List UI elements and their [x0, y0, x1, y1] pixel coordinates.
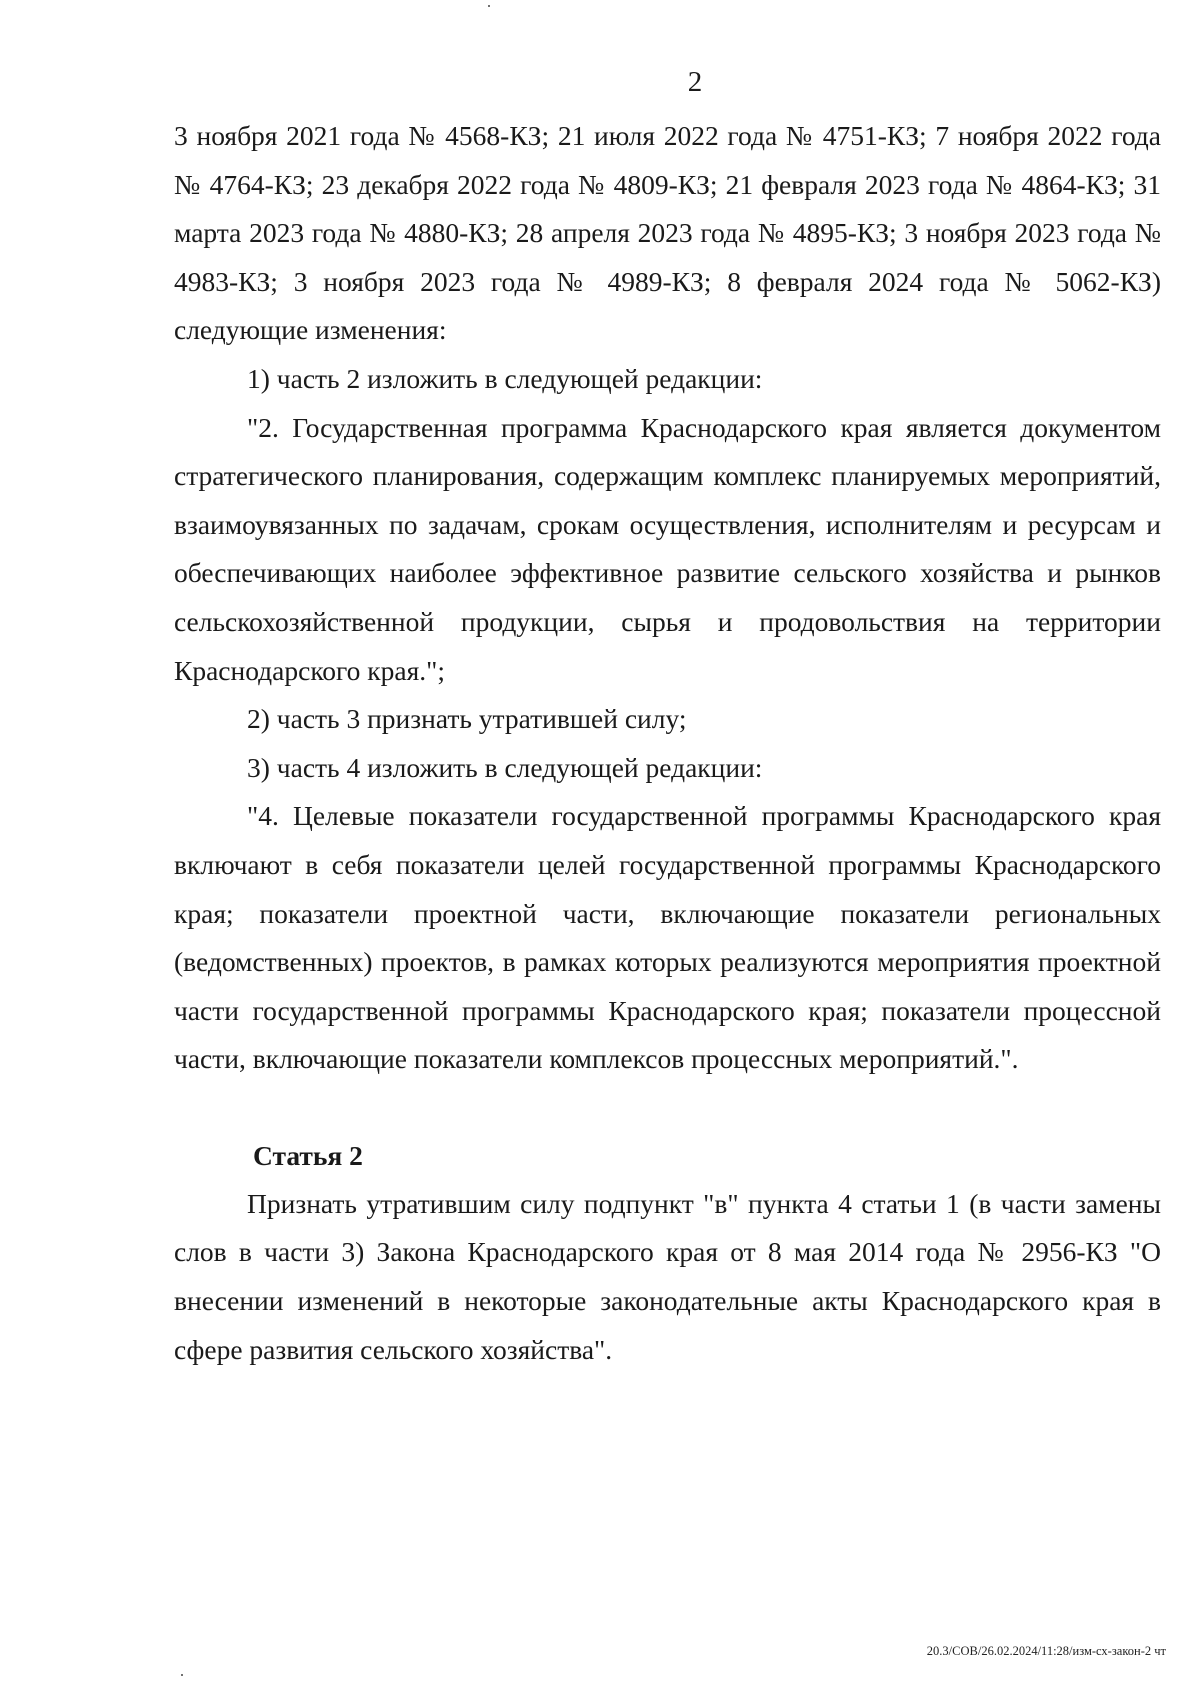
paragraph-item-3: 3) часть 4 изложить в следующей редакции: — [247, 751, 763, 783]
article-2-text: Признать утратившим силу подпункт "в" пункта 4 статьи 1 (в части замены слов в части 3) Закона Краснодарского края от 8 мая 2014 года № 2956-КЗ "О внесении изменений в некоторые законодательные акты Краснодарского края в сфере развития сельского хозяйства". — [174, 1187, 1161, 1365]
scan-speck — [488, 5, 490, 7]
document-footer-code: 20.3/СОВ/26.02.2024/11:28/изм-сх-закон-2 чт — [926, 1644, 1166, 1658]
article-2-heading: Статья 2 — [253, 1139, 363, 1171]
page-number: 2 — [687, 66, 703, 98]
paragraph-part-4-text: "4. Целевые показатели государственной программы Краснодарского края включают в себя показатели целей государственной программы Краснодарского края; показатели проектной части, включающие показатели региональных (ведомственных) проектов, в рамках которых реализуются мероприятия проектной части государственной программы Краснодарского края; показатели процессной части, включающие показатели комплексов процессных мероприятий.". — [174, 800, 1161, 1075]
paragraph-part-2-text: "2. Государственная программа Краснодарского края является документом стратегического планирования, содержащим комплекс планируемых мероприятий, взаимоувязанных по задачам, срокам осуществления, исполнителям и ресурсам и обеспечивающих наиболее эффективное развитие сельского хозяйства и рынков сельскохозяйственной продукции, сырья и продовольствия на территории Краснодарского края."; — [174, 411, 1161, 686]
scan-speck — [181, 1674, 183, 1676]
paragraph-item-2: 2) часть 3 признать утратившей силу; — [247, 703, 687, 735]
paragraph-amendment-list: 3 ноября 2021 года № 4568-КЗ; 21 июля 2022 года № 4751-КЗ; 7 ноября 2022 года № 4764-КЗ; 23 декабря 2022 года № 4809-КЗ; 21 февраля 2023 года № 4864-КЗ; 31 марта 2023 года № 4880-КЗ; 28 апреля 2023 года № 4895-КЗ; 3 ноября 2023 года № 4983-КЗ; 3 ноября 2023 года № 4989-КЗ; 8 февраля 2024 года № 5062-КЗ) следующие изменения: — [174, 120, 1161, 346]
paragraph-item-1: 1) часть 2 изложить в следующей редакции: — [247, 362, 763, 394]
document-body — [174, 112, 1161, 1374]
